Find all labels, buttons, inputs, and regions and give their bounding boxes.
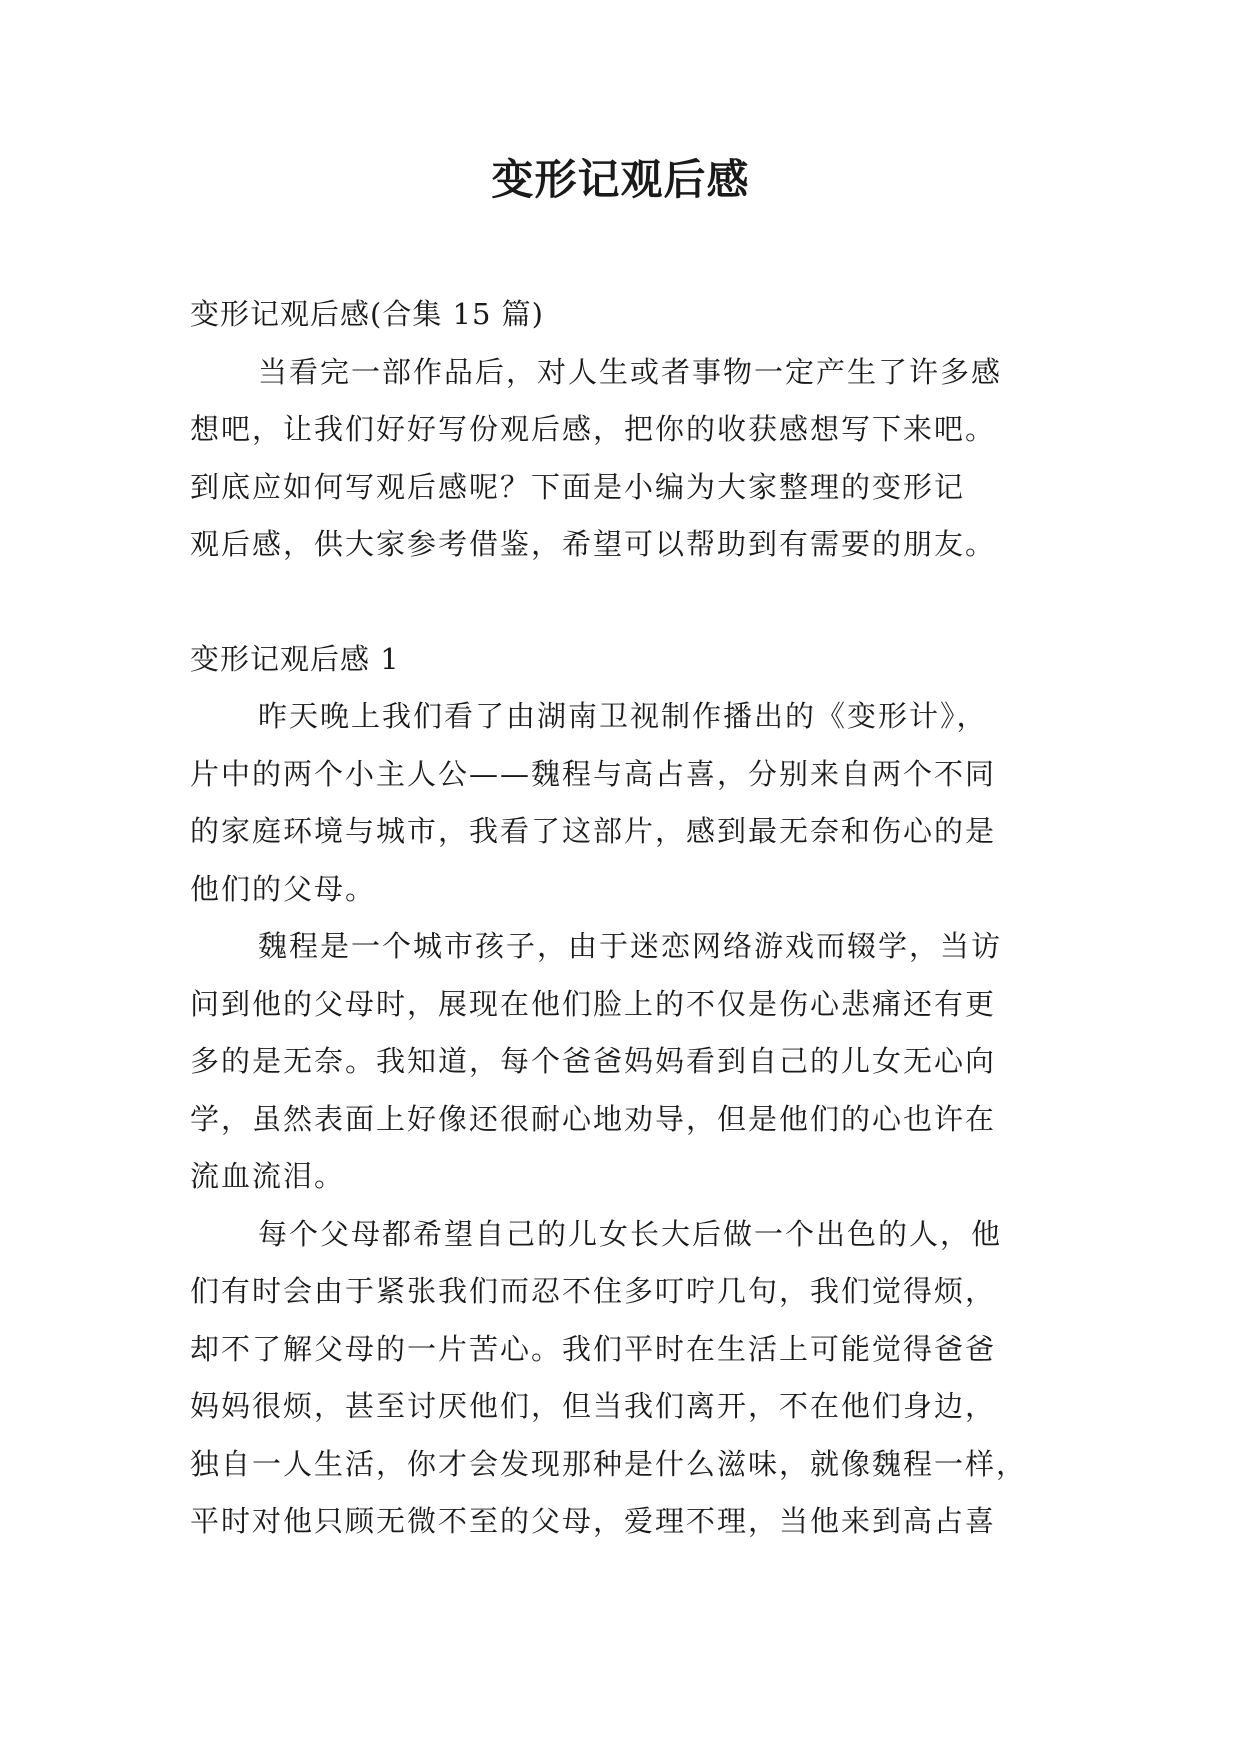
paragraph-line: 流血流泪。 (190, 1159, 346, 1193)
intro-line: 当看完一部作品后，对人生或者事物一定产生了许多感 (258, 354, 1003, 389)
section-heading: 变形记观后感 1 (190, 641, 400, 676)
body-paragraph-1 (190, 688, 1060, 918)
paragraph-line: 们有时会由于紧张我们而忍不住多叮咛几句，我们觉得烦， (190, 1274, 997, 1308)
paragraph-line: 每个父母都希望自己的儿女长大后做一个出色的人，他 (258, 1216, 1003, 1251)
body-paragraph-3 (190, 1206, 1060, 1551)
paragraph-line: 多的是无奈。我知道，每个爸爸妈妈看到自己的儿女无心向 (190, 1044, 997, 1078)
document-body (190, 286, 1060, 1551)
paragraph-line: 问到他的父母时，展现在他们脸上的不仅是伤心悲痛还有更 (190, 986, 997, 1021)
paragraph-line: 平时对他只顾无微不至的父母，爱理不理，当他来到高占喜 (190, 1504, 997, 1538)
intro-paragraph (190, 344, 1060, 574)
paragraph-line: 学，虽然表面上好像还很耐心地劝导，但是他们的心也许在 (190, 1101, 997, 1136)
collection-subtitle: 变形记观后感(合集 15 篇) (190, 297, 544, 331)
paragraph-line: 独自一人生活，你才会发现那种是什么滋味，就像魏程一样， (190, 1446, 1028, 1481)
paragraph-line: 他们的父母。 (190, 871, 377, 906)
document-title: 变形记观后感 (491, 155, 750, 204)
intro-line: 观后感，供大家参考借鉴，希望可以帮助到有需要的朋友。 (190, 527, 997, 561)
paragraph-line: 妈妈很烦，甚至讨厌他们，但当我们离开，不在他们身边， (190, 1389, 997, 1423)
paragraph-line: 魏程是一个城市孩子，由于迷恋网络游戏而辍学，当访 (258, 929, 1003, 963)
paragraph-line: 片中的两个小主人公——魏程与高占喜，分别来自两个不同 (190, 756, 997, 791)
paragraph-line: 却不了解父母的一片苦心。我们平时在生活上可能觉得爸爸 (190, 1331, 997, 1366)
intro-line: 想吧，让我们好好写份观后感，把你的收获感想写下来吧。 (190, 412, 997, 446)
body-paragraph-2 (190, 918, 1060, 1206)
intro-line: 到底应如何写观后感呢？下面是小编为大家整理的变形记 (190, 469, 966, 504)
paragraph-line: 的家庭环境与城市，我看了这部片，感到最无奈和伤心的是 (190, 814, 997, 848)
paragraph-line: 昨天晚上我们看了由湖南卫视制作播出的《变形计》， (258, 699, 988, 733)
paragraph-gap (190, 574, 1060, 631)
